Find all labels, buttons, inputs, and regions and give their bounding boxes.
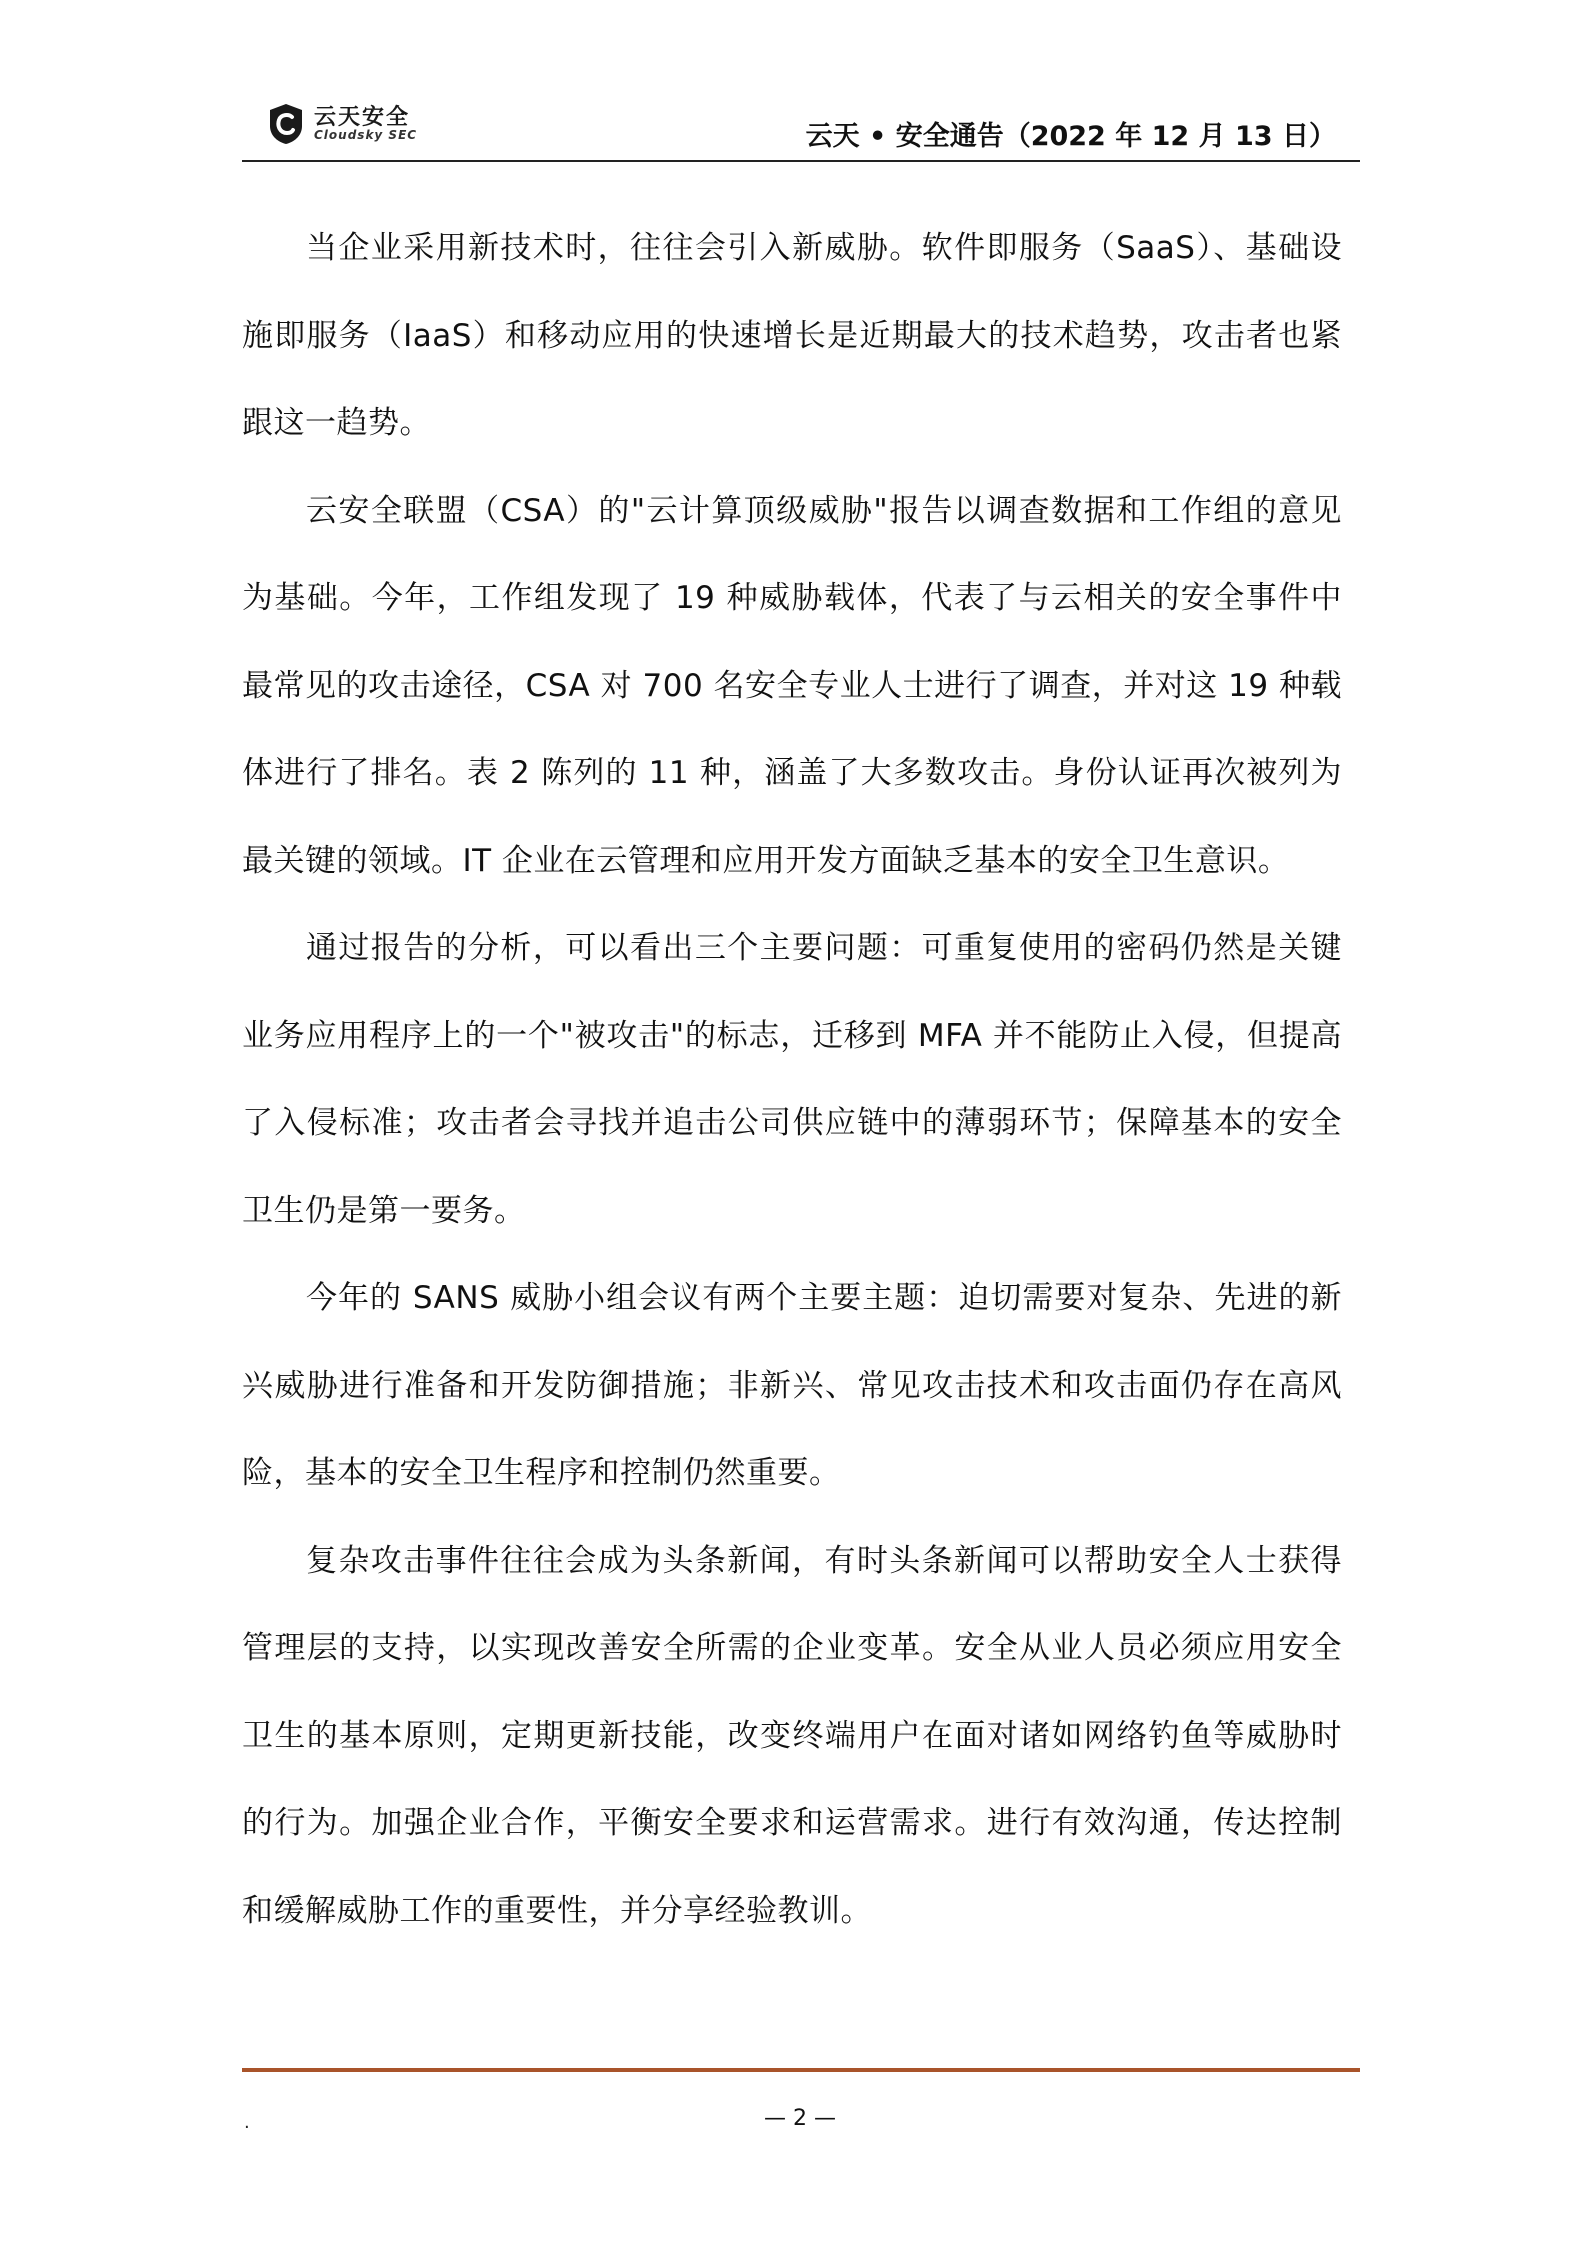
page-header <box>242 92 1360 162</box>
paragraph-1: 当企业采用新技术时，往往会引入新威胁。软件即服务（SaaS）、基础设施即服务（IaaS）和移动应用的快速增长是近期最大的技术趋势，攻击者也紧跟这一趋势。 <box>242 230 1342 441</box>
paragraph-4: 今年的 SANS 威胁小组会议有两个主要主题：迫切需要对复杂、先进的新兴威胁进行准备和开发防御措施；非新兴、常见攻击技术和攻击面仍存在高风险，基本的安全卫生程序和控制仍然重要。 <box>242 1280 1342 1491</box>
paragraph-3: 通过报告的分析，可以看出三个主要问题：可重复使用的密码仍然是关键业务应用程序上的一个"被攻击"的标志，迁移到 MFA 并不能防止入侵，但提高了入侵标准；攻击者会寻找并追击公司供应链中的薄弱环节；保障基本的安全卫生仍是第一要务。 <box>242 930 1342 1229</box>
cloudsky-logo <box>266 98 426 148</box>
document-body <box>242 205 1342 1955</box>
footer-dot: . <box>244 2112 250 2133</box>
logo-text-en: Cloudsky SEC <box>314 128 418 142</box>
paragraph-2: 云安全联盟（CSA）的"云计算顶级威胁"报告以调查数据和工作组的意见为基础。今年，工作组发现了 19 种威胁载体，代表了与云相关的安全事件中最常见的攻击途径，CSA 对 700 名安全专业人士进行了调查，并对这 19 种载体进行了排名。表 2 陈列的 11 种，涵盖了大多数攻击。身份认证再次被列为最关键的领域。IT 企业在云管理和应用开发方面缺乏基本的安全卫生意识。 <box>242 492 1342 879</box>
header-divider <box>242 160 1360 162</box>
cloudsky-shield-logo-icon <box>266 102 306 146</box>
paragraph-5: 复杂攻击事件往往会成为头条新闻，有时头条新闻可以帮助安全人士获得管理层的支持，以实现改善安全所需的企业变革。安全从业人员必须应用安全卫生的基本原则，定期更新技能，改变终端用户在面对诸如网络钓鱼等威胁时的行为。加强企业合作，平衡安全要求和运营需求。进行有效沟通，传达控制和缓解威胁工作的重要性，并分享经验教训。 <box>242 1542 1342 1929</box>
page-number: — 2 — <box>764 2106 836 2131</box>
footer-divider <box>242 2068 1360 2072</box>
logo-text-cn: 云天安全 <box>314 105 411 130</box>
document-header-title: 云天 • 安全通告（2022 年 12 月 13 日） <box>805 121 1336 152</box>
